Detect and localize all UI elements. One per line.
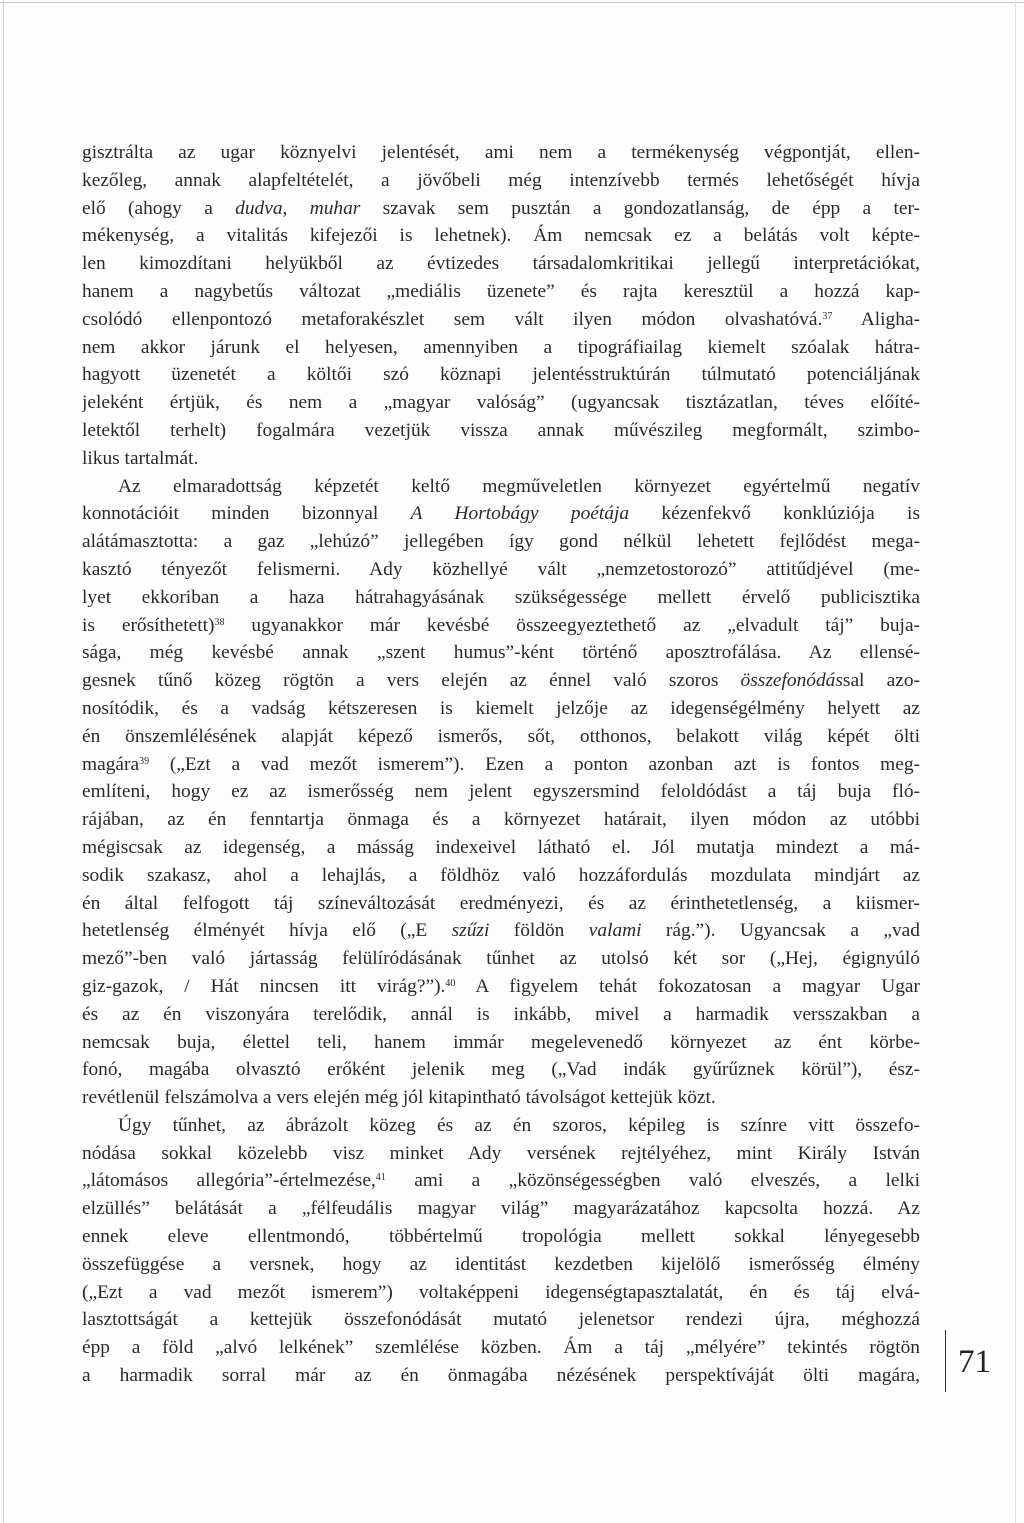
text-line: Az elmaradottság képzetét keltő megműveletlen környezet egyértelmű negatív xyxy=(118,475,920,497)
page-number-rule xyxy=(945,1330,946,1392)
footnote-ref: 37 xyxy=(822,310,833,322)
text-line: kezőleg, annak alapfeltételét, a jövőbeli még intenzívebb termés lehetőségét hívja xyxy=(82,169,920,191)
text-line: is erősíthetett)$^{38}$ ugyanakkor már kevésbé összeegyeztethető az „elvadult táj” buja- xyxy=(82,614,920,636)
text-line: csolódó ellenpontozó metaforakészlet sem vált ilyen módon olvashatóvá.$^{37}$ Aligha- xyxy=(82,308,920,330)
text-line: említeni, hogy ez az ismerősség nem jelent egyszersmind feloldódást a táj buja fló- xyxy=(82,781,920,803)
text-line: elő (ahogy a dudva, muhar szavak sem pusztán a gondozatlanság, de épp a ter- xyxy=(82,197,920,219)
text-line: likus tartalmát. xyxy=(82,447,199,469)
text-line: magára$^{39}$ („Ezt a vad mezőt ismerem”). Ezen a ponton azonban azt is fontos meg- xyxy=(82,753,920,775)
text-line: mékenység, a vitalitás kifejezői is lehetnek). Ám nemcsak ez a belátás volt képte- xyxy=(82,225,920,247)
text-line: gesnek tűnő közeg rögtön a vers elején az énnel való szoros összefonódással azo- xyxy=(82,670,920,692)
text-line: én által felfogott táj színeváltozását eredményezi, és az érinthetetlenség, a kiismer- xyxy=(82,892,920,914)
italic-term: dudva, muhar xyxy=(235,197,361,219)
text-line: ennek eleve ellentmondó, többértelmű tropológia mellett sokkal lényegesebb xyxy=(82,1226,920,1248)
text-line: („Ezt a vad mezőt ismerem”) voltaképpeni idegenségtapasztalatát, én és táj elvá- xyxy=(82,1281,920,1303)
scan-edge-left xyxy=(3,0,4,1523)
scan-edge-right xyxy=(1015,0,1016,1523)
scan-edge-top xyxy=(0,2,1024,3)
text-line: mégiscsak az idegenség, a másság indexeivel látható el. Jól mutatja mindezt a má- xyxy=(82,836,920,858)
text-line: revétlenül felszámolva a vers elején még jól kitapintható távolságot kettejük közt. xyxy=(82,1087,716,1109)
text-line: épp a föld „alvó lelkének” szemlélése közben. Ám a táj „mélyére” tekintés rögtön xyxy=(82,1337,920,1359)
text-line: nem akkor járunk el helyesen, amennyiben a tipográfiailag kiemelt szóalak hátra- xyxy=(82,336,920,358)
body-text xyxy=(82,139,920,1390)
text-line: a harmadik sorral már az én önmagába nézésének perspektíváját ölti magára, xyxy=(82,1365,920,1387)
text-line: jeleként értjük, és nem a „magyar valóság” (ugyancsak tisztázatlan, téves előíté- xyxy=(82,392,920,414)
text-line: fonó, magába olvasztó erőként jelenik meg („Vad indák gyűrűznek körül”), ész- xyxy=(82,1059,920,1081)
text-line: hetetlenség élményét hívja elő („E szűzi földön valami rág.”). Ugyancsak a „vad xyxy=(82,920,920,942)
text-line: „látomásos allegória”-értelmezése,$^{41}$ ami a „közönségességben való elveszés, a lelki xyxy=(82,1170,920,1192)
text-line: és az én viszonyára terelődik, annál is inkább, mivel a harmadik versszakban a xyxy=(82,1003,920,1025)
text-line: én önszemlélésének alapját képező ismerős, sőt, otthonos, belakott világ képét ölti xyxy=(82,725,920,747)
text-line: kasztó tényezőt felismerni. Ady közhellyé vált „nemzetostorozó” attitűdjével (me- xyxy=(82,558,920,580)
text-line: összefüggése a versnek, hogy az identitást kezdetben kijelölő ismerősség élmény xyxy=(82,1253,920,1275)
text-line: lasztottságát a kettejük összefonódását mutató jelenetsor rendezi újra, méghozzá xyxy=(82,1309,920,1331)
text-line: elzüllés” belátását a „félfeudális magyar világ” magyarázatához kapcsolta hozzá. Az xyxy=(82,1198,920,1220)
text-line: konnotációit minden bizonnyal A Hortobágy poétája kézenfekvő konklúziója is xyxy=(82,503,920,525)
italic-term: összefonódás xyxy=(740,670,843,692)
text-line: nemcsak buja, élettel teli, hanem immár megelevenedő környezet az ént körbe- xyxy=(82,1031,920,1053)
page-number: 71 xyxy=(958,1344,991,1380)
text-line: rájában, az én fenntartja önmaga és a környezet határait, ilyen módon az utóbbi xyxy=(82,809,920,831)
text-line: sodik szakasz, ahol a lehajlás, a földhöz való hozzáfordulás mozdulata mindjárt az xyxy=(82,864,920,886)
text-line: nosítódik, és a vadság kétszeresen is kiemelt jelzője az idegenségélmény helyett az xyxy=(82,697,920,719)
footnote-ref: 38 xyxy=(214,616,225,628)
text-line: len kimozdítani helyükből az évtizedes társadalomkritikai jellegű interpretációkat, xyxy=(82,253,920,275)
text-line: nódása sokkal közelebb visz minket Ady versének rejtélyéhez, mint Király István xyxy=(82,1142,920,1164)
text-line: mező”-ben való jártasság felülíródásának tűnhet az utolsó két sor („Hej, égignyúló xyxy=(82,948,920,970)
text-line: sága, még kevésbé annak „szent humus”-ként történő aposztrofálása. Az ellensé- xyxy=(82,642,920,664)
footnote-ref: 39 xyxy=(139,755,150,767)
footnote-ref: 41 xyxy=(375,1172,386,1184)
text-line: lyet ekkoriban a haza hátrahagyásának szükségessége mellett érvelő publicisztika xyxy=(82,586,920,608)
text-line: hanem a nagybetűs változat „mediális üzenete” és rajta keresztül a hozzá kap- xyxy=(82,280,920,302)
text-line: alátámasztotta: a gaz „lehúzó” jellegében így gond nélkül lehetett fejlődést mega- xyxy=(82,531,920,553)
italic-title: A Hortobágy poétája xyxy=(410,503,630,525)
text-line: Úgy tűnhet, az ábrázolt közeg és az én szoros, képileg is színre vitt összefo- xyxy=(118,1114,920,1136)
italic-term: valami xyxy=(588,920,642,942)
footnote-ref: 40 xyxy=(445,977,456,989)
text-line: letektől terhelt) fogalmára vezetjük vissza annak művészileg megformált, szimbo- xyxy=(82,419,920,441)
text-line: hagyott üzenetét a költői szó köznapi jelentésstruktúrán túlmutató potenciáljának xyxy=(82,364,920,386)
italic-term: szűzi xyxy=(451,920,490,942)
text-line: giz-gazok, / Hát nincsen itt virág?”).$^{40}$ A figyelem tehát fokozatosan a magyar Ugar xyxy=(82,975,920,997)
text-line: gisztrálta az ugar köznyelvi jelentését, ami nem a termékenység végpontját, ellen- xyxy=(82,142,920,163)
